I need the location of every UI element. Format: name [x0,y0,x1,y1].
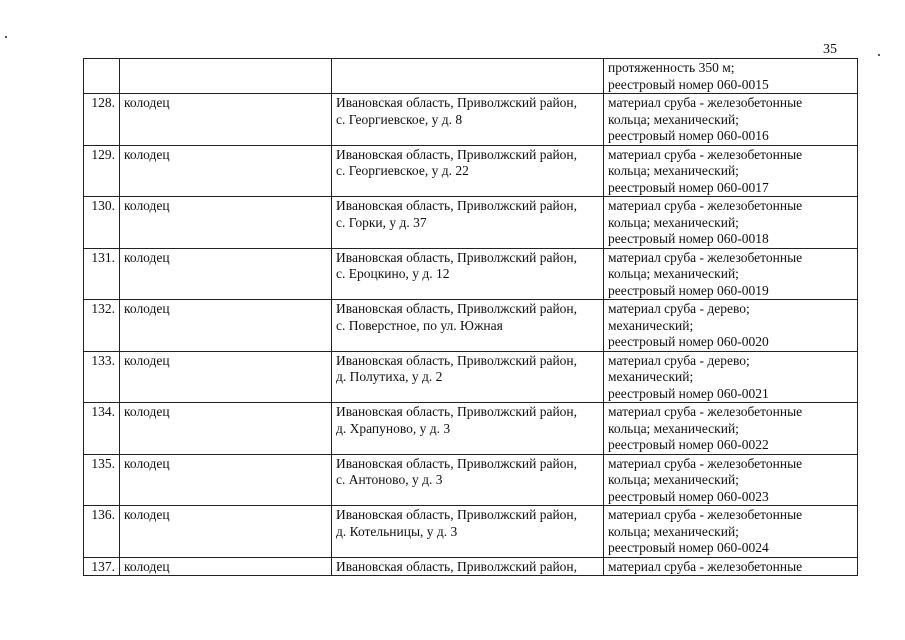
address-line: с. Горки, у д. 37 [336,214,427,230]
description-line: кольца; механический; [608,214,739,230]
address-line: Ивановская область, Приволжский район, [336,404,578,419]
description-line: материал сруба - железобетонные [608,249,803,265]
cell-number: 130. [84,197,120,249]
address-line: д. Храпуново, у д. 3 [336,420,451,436]
description-line: материал сруба - железобетонные [608,198,803,213]
cell-name: колодец [120,506,332,558]
cell-address [332,59,604,94]
description-line: механический; [608,369,694,384]
cell-name: колодец [120,557,332,576]
address-line: д. Полутиха, у д. 2 [336,369,443,384]
description-line: материал сруба - железобетонные [608,455,803,471]
description-line: кольца; механический; [608,523,739,539]
table-row [84,145,858,197]
cell-description [604,300,858,352]
cell-address [332,557,604,576]
cell-name: колодец [120,94,332,146]
table-row [84,506,858,558]
cell-name: колодец [120,248,332,300]
table-row [84,197,858,249]
cell-address [332,454,604,506]
address-line: Ивановская область, Приволжский район, [336,249,578,265]
description-line: реестровый номер 060-0018 [608,231,769,246]
description-line: материал сруба - железобетонные [608,404,803,419]
address-line: д. Котельницы, у д. 3 [336,523,458,539]
description-line: реестровый номер 060-0016 [608,128,769,143]
address-line: Ивановская область, Приволжский район, [336,146,578,162]
cell-description [604,403,858,455]
cell-address [332,506,604,558]
cell-description [604,248,858,300]
cell-number: 132. [84,300,120,352]
cell-name: колодец [120,197,332,249]
description-line: материал сруба - железобетонные [608,507,803,522]
cell-description [604,351,858,403]
description-line: материал сруба - железобетонные [608,558,803,574]
description-line: кольца; механический; [608,472,739,487]
table-row [84,94,858,146]
address-line: Ивановская область, Приволжский район, [336,198,578,213]
cell-address [332,145,604,197]
address-line: с. Ероцкино, у д. 12 [336,266,450,281]
cell-name: колодец [120,454,332,506]
cell-address [332,300,604,352]
table-row [84,351,858,403]
cell-address [332,351,604,403]
cell-number [84,59,120,94]
cell-number: 135. [84,454,120,506]
cell-name: колодец [120,300,332,352]
cell-number: 133. [84,351,120,403]
description-line: кольца; механический; [608,163,739,178]
address-line: Ивановская область, Приволжский район, [336,455,578,471]
description-line: материал сруба - дерево; [608,352,750,368]
table-row [84,403,858,455]
address-line: с. Антоново, у д. 3 [336,472,443,487]
address-line: Ивановская область, Приволжский район, [336,352,578,368]
description-line: реестровый номер 060-0024 [608,540,769,555]
description-line: кольца; механический; [608,420,739,436]
address-line: с. Поверстное, по ул. Южная [336,317,503,333]
table-row-continuation [84,59,858,94]
description-line: кольца; механический; [608,111,739,127]
cell-address [332,197,604,249]
address-line: Ивановская область, Приволжский район, [336,95,578,110]
cell-number: 136. [84,506,120,558]
cell-description [604,506,858,558]
cell-description [604,557,858,576]
description-line: материал сруба - железобетонные [608,146,803,162]
description-line: реестровый номер 060-0015 [608,76,769,92]
scan-speck [5,36,7,38]
description-line: механический; [608,317,694,333]
description-line: материал сруба - железобетонные [608,95,803,110]
registry-table [83,58,858,576]
cell-description [604,454,858,506]
description-line: реестровый номер 060-0019 [608,282,769,298]
description-line: реестровый номер 060-0023 [608,488,769,504]
table-row [84,454,858,506]
cell-description [604,145,858,197]
cell-number: 129. [84,145,120,197]
description-line: материал сруба - дерево; [608,301,750,316]
address-line: с. Георгиевское, у д. 22 [336,163,469,178]
address-line: Ивановская область, Приволжский район, [336,301,578,316]
address-line: Ивановская область, Приволжский район, [336,558,578,574]
cell-address [332,248,604,300]
cell-number: 131. [84,248,120,300]
description-line: кольца; механический; [608,266,739,281]
cell-name [120,59,332,94]
cell-address [332,403,604,455]
table-row [84,300,858,352]
cell-name: колодец [120,403,332,455]
cell-name: колодец [120,145,332,197]
table-row [84,557,858,576]
description-line: реестровый номер 060-0017 [608,179,769,195]
cell-description [604,59,858,94]
cell-name: колодец [120,351,332,403]
cell-number: 128. [84,94,120,146]
scan-speck [878,54,880,56]
address-line: Ивановская область, Приволжский район, [336,507,578,522]
table-row [84,248,858,300]
description-line: реестровый номер 060-0022 [608,437,769,452]
description-line: реестровый номер 060-0021 [608,385,769,401]
description-line: реестровый номер 060-0020 [608,334,769,349]
page-number: 35 [823,42,837,57]
cell-description [604,94,858,146]
registry-table-body [84,59,858,576]
description-line: протяженность 350 м; [608,60,735,75]
cell-description [604,197,858,249]
address-line: с. Георгиевское, у д. 8 [336,111,463,127]
cell-address [332,94,604,146]
cell-number: 134. [84,403,120,455]
cell-number: 137. [84,557,120,576]
